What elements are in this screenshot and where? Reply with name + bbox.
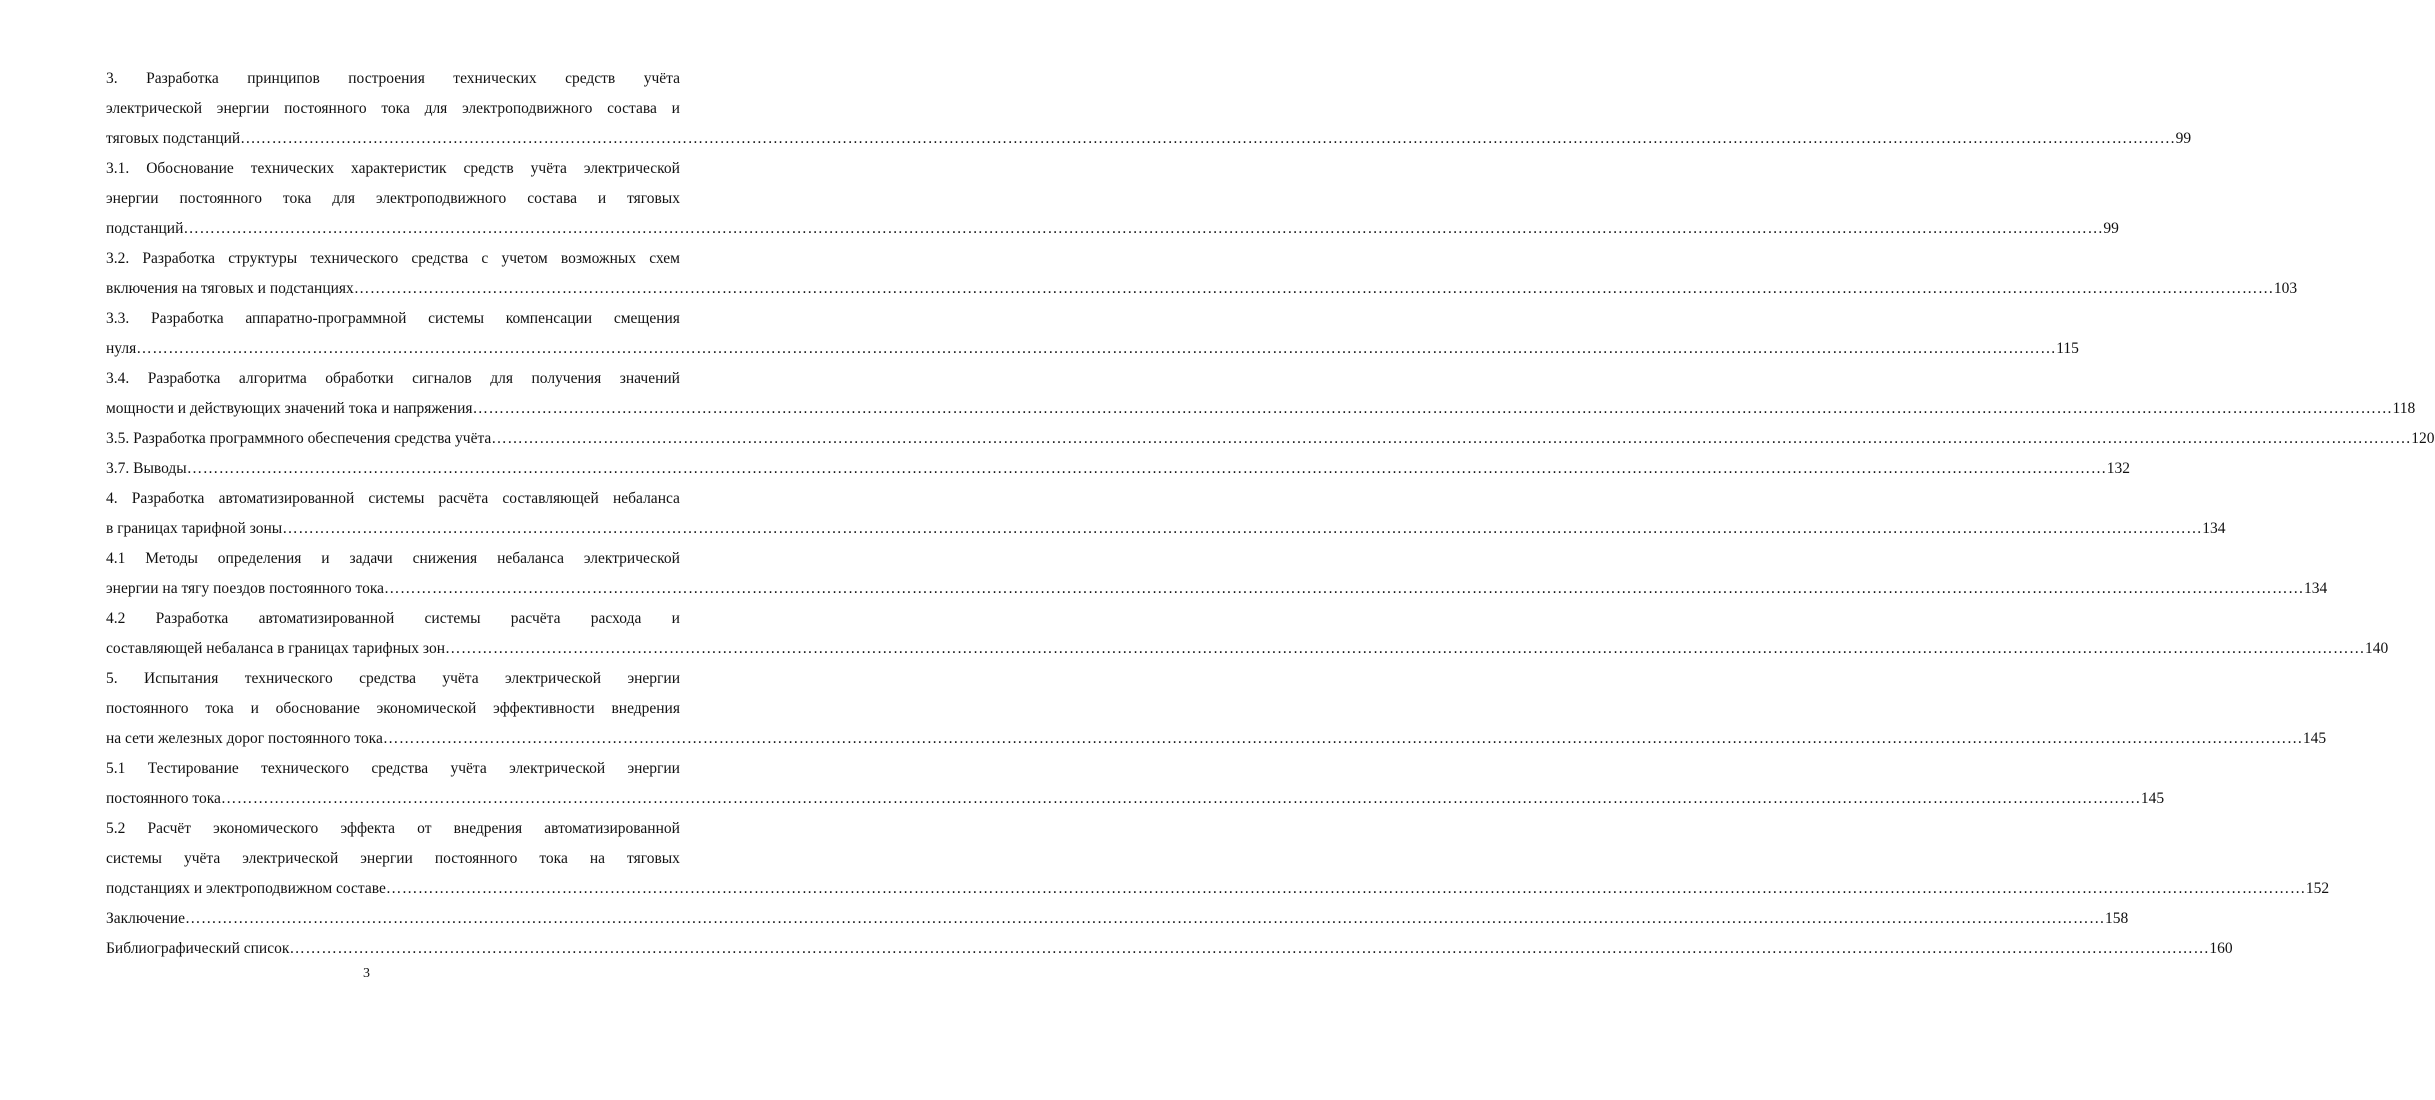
toc-entry[interactable] — [106, 814, 2330, 904]
toc-word: энергии — [627, 670, 680, 687]
toc-page-number: 145 — [2140, 790, 2165, 807]
toc-word: построения — [348, 70, 425, 87]
toc-word: алгоритма — [238, 370, 307, 387]
toc-word: составляющей — [502, 490, 599, 507]
toc-entry-last-line — [106, 784, 2165, 814]
toc-word: Разработка — [155, 610, 229, 627]
toc-word: и — [597, 190, 607, 207]
toc-entry[interactable] — [106, 754, 2165, 814]
toc-page-number: 120 — [2411, 430, 2435, 447]
toc-word: эффективности — [493, 700, 595, 717]
toc-entry-line — [106, 604, 680, 634]
toc-word: энергии — [216, 100, 270, 117]
toc-entry-text: мощности и действующих значений тока и напряжения — [106, 400, 473, 417]
toc-word: тяговых — [627, 190, 680, 207]
toc-word: состава — [607, 100, 657, 117]
toc-page-number: 160 — [2209, 940, 2233, 957]
toc-entry-last-line — [106, 424, 2435, 454]
dot-leader: ……………………………………………………………………………………………………………………………………………………………………………………………………………………………………………………………………………………………………………………………… — [255, 130, 2176, 147]
toc-entry-line — [106, 94, 680, 124]
toc-entry-line — [106, 244, 680, 274]
toc-entry[interactable] — [106, 424, 2435, 454]
toc-entry-text: включения на тяговых и подстанциях — [106, 280, 354, 297]
toc-word: и — [671, 610, 680, 627]
toc-entry-text: постоянного тока — [106, 790, 221, 807]
toc-entry[interactable] — [106, 484, 2226, 544]
toc-word: задачи — [349, 550, 393, 567]
toc-entry-text: тяговых подстанций… — [106, 130, 256, 147]
toc-entry-line — [106, 184, 680, 214]
toc-word: Тестирование — [147, 760, 239, 777]
toc-word: на — [589, 850, 606, 867]
toc-page-number: 134 — [2202, 520, 2226, 537]
toc-entry-text: в границах тарифной зоны — [106, 520, 283, 537]
toc-word: Расчёт — [147, 820, 192, 837]
toc-entry-last-line — [106, 634, 2389, 664]
toc-entry[interactable] — [106, 904, 2129, 934]
toc-word: 4. — [106, 490, 118, 507]
toc-word: технических — [453, 70, 537, 87]
toc-word: Разработка — [131, 490, 205, 507]
toc-word: эффекта — [340, 820, 396, 837]
toc-word: учетом — [501, 250, 548, 267]
dot-leader: ……………………………………………………………………………………………………………………………………………………………………………………………………………………………………………………………………………………………………………………………… — [282, 520, 2203, 537]
toc-entry-last-line — [106, 904, 2129, 934]
toc-entry-text: Заключение — [106, 910, 186, 927]
dot-leader: ……………………………………………………………………………………………………………………………………………………………………………………………………………………………………………………………………………………………………………………………… — [472, 400, 2393, 417]
toc-entry[interactable] — [106, 244, 2298, 304]
toc-entry-line — [106, 844, 680, 874]
toc-entry-last-line — [106, 874, 2330, 904]
toc-entry-last-line — [106, 514, 2226, 544]
dot-leader: ……………………………………………………………………………………………………………………………………………………………………………………………………………………………………………………………………………………………………………………………… — [186, 460, 2107, 477]
toc-word: учёта — [183, 850, 221, 867]
toc-word: значений — [619, 370, 680, 387]
toc-entry[interactable] — [106, 154, 2119, 244]
toc-word: электрической — [509, 760, 606, 777]
toc-word: для — [490, 370, 513, 387]
toc-word: системы — [424, 610, 481, 627]
toc-entry[interactable] — [106, 64, 2192, 154]
toc-entry-text: 3.7. Выводы — [106, 460, 187, 477]
toc-word: смещения — [613, 310, 680, 327]
toc-word: Разработка — [147, 370, 221, 387]
page-number: 3 — [363, 966, 370, 981]
toc-entry[interactable] — [106, 664, 2327, 754]
toc-word: системы — [368, 490, 425, 507]
toc-entry-text: подстанциях и электроподвижном составе — [106, 880, 386, 897]
toc-entry[interactable] — [106, 454, 2130, 484]
toc-entry-last-line — [106, 394, 2416, 424]
toc-word: 3.2. — [106, 250, 130, 267]
toc-word: принципов — [247, 70, 320, 87]
dot-leader: ……………………………………………………………………………………………………………………………………………………………………………………………………………………………………………………………………………………………………………………………… — [385, 880, 2306, 897]
toc-entry[interactable] — [106, 544, 2328, 604]
toc-word: энергии — [106, 190, 159, 207]
toc-page-number: 140 — [2365, 640, 2389, 657]
toc-word: постоянного — [434, 850, 518, 867]
toc-word: средства — [371, 760, 429, 777]
toc-word: постоянного — [179, 190, 262, 207]
toc-word: учёта — [530, 160, 567, 177]
toc-word: сигналов — [412, 370, 472, 387]
toc-word: энергии — [627, 760, 680, 777]
dot-leader: ……………………………………………………………………………………………………………………………………………………………………………………………………………………………………………………………………………………………………………………………… — [445, 640, 2366, 657]
toc-word: расхода — [590, 610, 642, 627]
toc-word: автоматизированной — [258, 610, 395, 627]
dot-leader: ……………………………………………………………………………………………………………………………………………………………………………………………………………………………………………………………………………………………………………………………… — [183, 220, 2104, 237]
dot-leader: ……………………………………………………………………………………………………………………………………………………………………………………………………………………………………………………………………………………………………………………………… — [384, 580, 2305, 597]
toc-word: электрической — [583, 160, 680, 177]
toc-word: и — [250, 700, 259, 717]
toc-page-number: 118 — [2392, 400, 2416, 417]
toc-word: средств — [565, 70, 616, 87]
toc-word: получения — [531, 370, 602, 387]
toc-entry-last-line — [106, 724, 2327, 754]
toc-word: тока — [282, 190, 312, 207]
toc-entry-last-line — [106, 934, 2233, 964]
toc-word: характеристик — [351, 160, 447, 177]
toc-word: внедрения — [453, 820, 523, 837]
toc-entry-text: составляющей небаланса в границах тарифных зон — [106, 640, 446, 657]
toc-word: Разработка — [146, 70, 219, 87]
toc-word: электрической — [106, 100, 203, 117]
toc-word: обработки — [325, 370, 394, 387]
toc-word: внедрения — [611, 700, 680, 717]
toc-entry[interactable] — [106, 304, 2079, 364]
toc-word: расчёта — [438, 490, 489, 507]
toc-word: Обоснование — [146, 160, 234, 177]
toc-word: средства — [359, 670, 416, 687]
toc-entry-line — [106, 694, 680, 724]
toc-page-number: 99 — [2175, 130, 2192, 147]
dot-leader: ……………………………………………………………………………………………………………………………………………………………………………………………………………………………………………………………………………………………………………………………… — [136, 340, 2057, 357]
dot-leader: ……………………………………………………………………………………………………………………………………………………………………………………………………………………………………………………………………………………………………………………………… — [185, 910, 2106, 927]
toc-entry-last-line — [106, 214, 2119, 244]
toc-entry-line — [106, 664, 680, 694]
toc-word: электрической — [505, 670, 602, 687]
toc-word: электрической — [242, 850, 339, 867]
toc-word: 5.1 — [106, 760, 126, 777]
toc-entry-line — [106, 64, 680, 94]
toc-word: небаланса — [613, 490, 680, 507]
toc-entry[interactable] — [106, 934, 2233, 964]
toc-entry-line — [106, 364, 680, 394]
toc-word: технических — [250, 160, 335, 177]
toc-entry-text: 3.5. Разработка программного обеспечения средства учёта — [106, 430, 492, 447]
toc-word: электроподвижного — [462, 100, 593, 117]
toc-page-number: 132 — [2106, 460, 2130, 477]
toc-word: схем — [649, 250, 680, 267]
toc-entry-line — [106, 484, 680, 514]
toc-word: 3. — [106, 70, 118, 87]
toc-word: и — [321, 550, 330, 567]
toc-word: технического — [310, 250, 399, 267]
toc-word: определения — [217, 550, 302, 567]
toc-word: 3.3. — [106, 310, 130, 327]
toc-word: средств — [463, 160, 514, 177]
table-of-contents — [106, 64, 2435, 964]
toc-entry[interactable] — [106, 364, 2416, 424]
toc-entry[interactable] — [106, 604, 2389, 664]
toc-entry-text: Библиографический список — [106, 940, 290, 957]
toc-word: с — [481, 250, 489, 267]
dot-leader: ……………………………………………………………………………………………………………………………………………………………………………………………………………………………………………………………………………………………………………………………… — [220, 790, 2141, 807]
dot-leader: ……………………………………………………………………………………………………………………………………………………………………………………………………………………………………………………………………………………………………………………………… — [289, 940, 2210, 957]
dot-leader: ……………………………………………………………………………………………………………………………………………………………………………………………………………………………………………………………………………………………………………………………… — [382, 730, 2303, 747]
toc-word: 4.2 — [106, 610, 126, 627]
toc-word: учёта — [442, 670, 479, 687]
toc-entry-last-line — [106, 574, 2328, 604]
toc-word: технического — [261, 760, 350, 777]
toc-word: Разработка — [142, 250, 216, 267]
toc-word: тока — [381, 100, 410, 117]
toc-entry-last-line — [106, 124, 2192, 154]
toc-word: энергии — [360, 850, 413, 867]
toc-word: аппаратно-программной — [245, 310, 407, 327]
toc-word: тока — [539, 850, 568, 867]
toc-word: обоснование — [275, 700, 360, 717]
toc-word: электрической — [583, 550, 680, 567]
toc-word: экономического — [213, 820, 319, 837]
toc-word: средства — [411, 250, 469, 267]
toc-entry-line — [106, 754, 680, 784]
toc-word: экономической — [376, 700, 477, 717]
toc-word: 4.1 — [106, 550, 126, 567]
toc-word: технического — [244, 670, 333, 687]
toc-word: 5.2 — [106, 820, 126, 837]
toc-word: компенсации — [505, 310, 593, 327]
toc-word: Методы — [145, 550, 198, 567]
dot-leader: ……………………………………………………………………………………………………………………………………………………………………………………………………………………………………………………………………………………………………………………………… — [491, 430, 2412, 447]
toc-word: для — [332, 190, 356, 207]
toc-page-number: 103 — [2273, 280, 2298, 297]
toc-word: и — [671, 100, 680, 117]
toc-entry-last-line — [106, 334, 2079, 364]
toc-word: тяговых — [627, 850, 680, 867]
toc-word: учёта — [450, 760, 487, 777]
toc-entry-text: на сети железных дорог постоянного тока — [106, 730, 383, 747]
toc-page-number: 158 — [2105, 910, 2129, 927]
toc-word: Разработка — [150, 310, 224, 327]
toc-word: 3.4. — [106, 370, 130, 387]
toc-word: 5. — [106, 670, 118, 687]
toc-word: автоматизированной — [218, 490, 355, 507]
toc-entry-line — [106, 154, 680, 184]
toc-word: 3.1. — [106, 160, 130, 177]
toc-word: небаланса — [497, 550, 564, 567]
toc-entry-text: нуля — [106, 340, 137, 357]
toc-word: для — [424, 100, 448, 117]
toc-word: тока — [205, 700, 234, 717]
toc-entry-text: подстанций — [106, 220, 184, 237]
toc-entry-line — [106, 544, 680, 574]
toc-word: возможных — [560, 250, 637, 267]
toc-entry-line — [106, 304, 680, 334]
toc-page-number: 134 — [2304, 580, 2328, 597]
toc-word: состава — [527, 190, 577, 207]
toc-word: расчёта — [510, 610, 561, 627]
toc-word: системы — [428, 310, 485, 327]
toc-page-number: 99 — [2103, 220, 2119, 237]
toc-page-number: 115 — [2056, 340, 2079, 357]
toc-word: от — [417, 820, 432, 837]
toc-entry-text: энергии на тягу поездов постоянного тока — [106, 580, 385, 597]
toc-word: учёта — [643, 70, 680, 87]
toc-word: Испытания — [144, 670, 219, 687]
toc-page-number: 145 — [2302, 730, 2327, 747]
toc-page-number: 152 — [2305, 880, 2330, 897]
dot-leader: ……………………………………………………………………………………………………………………………………………………………………………………………………………………………………………………………………………………………………………………………… — [353, 280, 2274, 297]
toc-word: структуры — [228, 250, 298, 267]
toc-word: электроподвижного — [375, 190, 507, 207]
toc-entry-last-line — [106, 454, 2130, 484]
toc-word: системы — [106, 850, 162, 867]
toc-word: постоянного — [106, 700, 189, 717]
toc-entry-last-line — [106, 274, 2298, 304]
toc-word: автоматизированной — [544, 820, 680, 837]
toc-word: постоянного — [284, 100, 367, 117]
toc-entry-line — [106, 814, 680, 844]
toc-word: снижения — [412, 550, 478, 567]
